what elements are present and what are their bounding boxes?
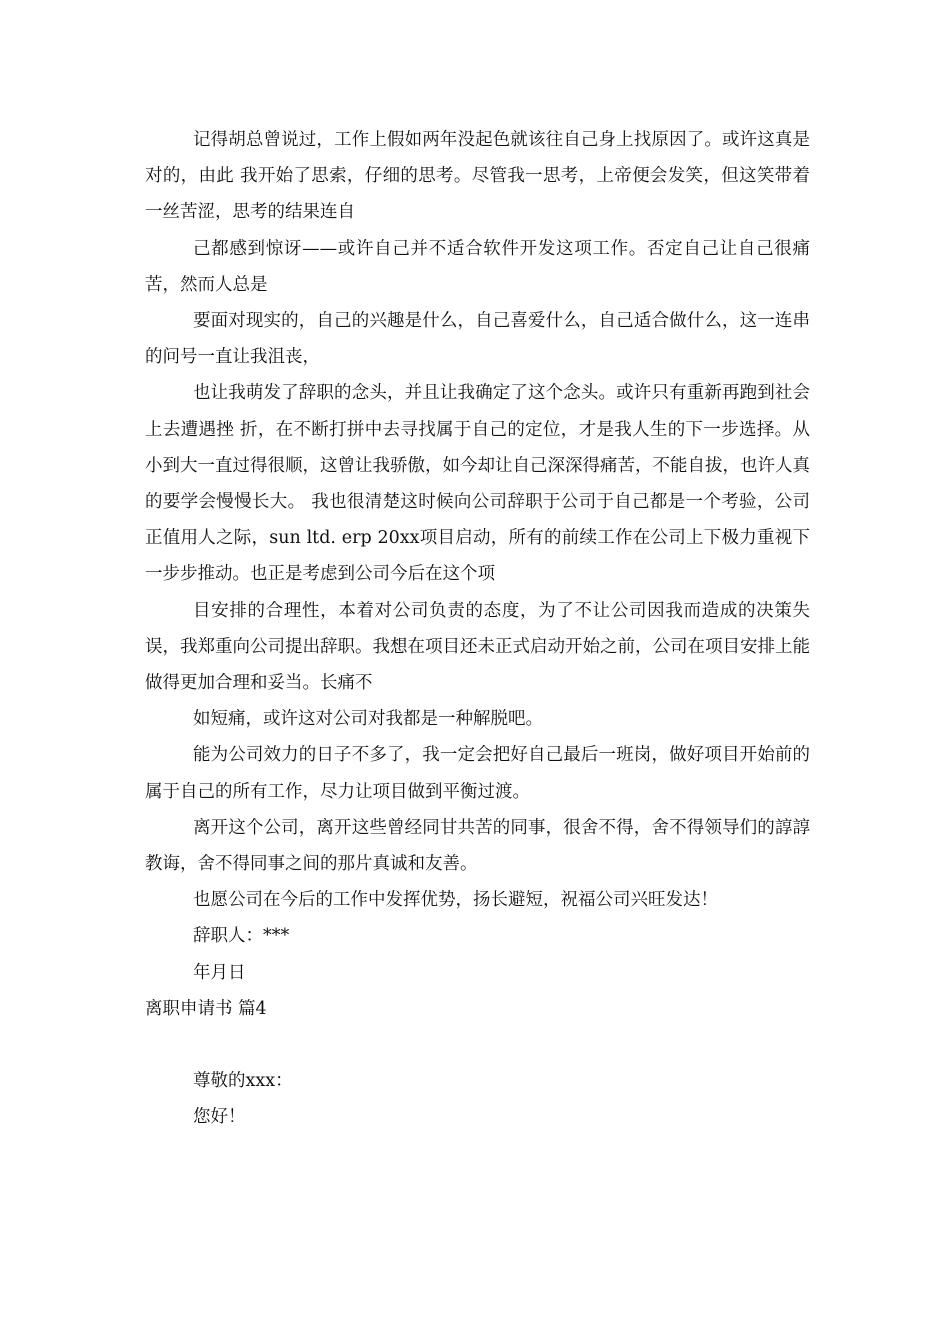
body-paragraph: 也让我萌发了辞职的念头，并且让我确定了这个念头。或许只有重新再跑到社会上去遭遇挫 折，在不断打拼中去寻找属于自己的定位，才是我人生的下一步选择。从小到大一直过得很顺，这曾让我骄傲，如今却让自己深深得痛苦，不能自拔，也许人真的要学会慢慢长大。 我也很清楚这时候向公司辞职于公司于自己都是一个考验，公司正值用人之际，sun ltd. erp 20xx项目启动，所有的前续工作在公司上下极力重视下一步步推动。也正是考虑到公司今后在这个项: [145, 383, 810, 585]
body-paragraph: 也愿公司在今后的工作中发挥优势，扬长避短，祝福公司兴旺发达！: [193, 890, 718, 911]
body-paragraph: 己都感到惊讶——或许自己并不适合软件开发这项工作。否定自己让自己很痛苦，然而人总是: [145, 238, 810, 295]
section-heading: 离职申请书 篇4: [145, 998, 267, 1019]
spacer: [145, 1027, 810, 1063]
body-paragraph: 离开这个公司，离开这些曾经同甘共苦的同事，很舍不得，舍不得领导们的諄諄教诲，舍不得同事之间的那片真诚和友善。: [145, 817, 810, 875]
salutation: 尊敬的xxx：: [193, 1071, 293, 1092]
greeting: 您好！: [193, 1107, 246, 1128]
date-line: 年月日: [193, 962, 246, 983]
body-paragraph: 能为公司效力的日子不多了，我一定会把好自己最后一班岗，做好项目开始前的属于自己的所有工作，尽力让项目做到平衡过渡。: [145, 745, 810, 802]
body-paragraph: 目安排的合理性，本着对公司负责的态度，为了不让公司因我而造成的决策失误，我郑重向公司提出辞职。我想在项目还未正式启动开始之前，公司在项目安排上能做得更加合理和妥当。长痛不: [145, 600, 810, 694]
body-paragraph: 要面对现实的，自己的兴趣是什么，自己喜爱什么，自己适合做什么，这一连串的问号一直让我沮丧，: [145, 311, 810, 368]
document-page: [145, 122, 810, 1135]
signature-line: 辞职人：***: [193, 926, 290, 947]
body-paragraph: 如短痛，或许这对公司对我都是一种解脱吧。: [193, 709, 543, 730]
body-paragraph: 记得胡总曾说过，工作上假如两年没起色就该往自己身上找原因了。或许这真是对的，由此 我开始了思索，仔细的思考。尽管我一思考，上帝便会发笑，但这笑带着一丝苦涩，思考的结果连自: [145, 130, 810, 223]
